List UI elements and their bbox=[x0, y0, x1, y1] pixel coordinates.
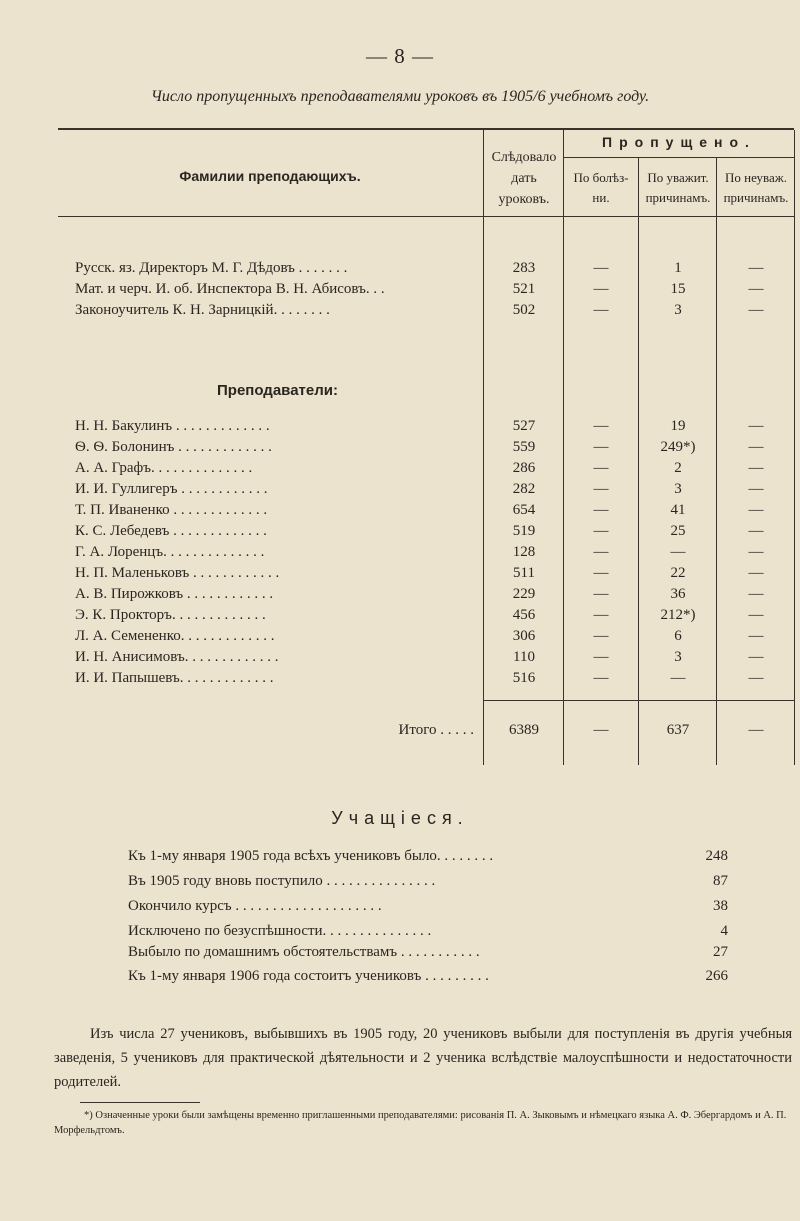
list-item bbox=[128, 968, 728, 992]
row-illness: — bbox=[593, 607, 609, 623]
row-invalid: — bbox=[748, 460, 764, 476]
row-invalid: — bbox=[748, 586, 764, 602]
student-stat-label: Окончило курсъ . . . . . . . . . . . . . . . . . . . . bbox=[128, 898, 382, 914]
row-due: 286 bbox=[512, 460, 536, 476]
table-row bbox=[0, 649, 800, 669]
missed-subheader-rule bbox=[563, 157, 794, 158]
header-valid-reasons: По уважит. причинамъ. bbox=[645, 170, 711, 205]
row-name: К. С. Лебедевъ . . . . . . . . . . . . . bbox=[75, 523, 267, 539]
row-due: 511 bbox=[513, 565, 535, 581]
row-illness: — bbox=[593, 670, 609, 686]
row-invalid: — bbox=[748, 628, 764, 644]
row-due: 516 bbox=[512, 670, 536, 686]
row-due: 527 bbox=[512, 418, 536, 434]
student-stat-value: 266 bbox=[705, 968, 728, 984]
row-illness: — bbox=[593, 523, 609, 539]
row-valid: 41 bbox=[670, 502, 686, 518]
row-due: 456 bbox=[512, 607, 536, 623]
table-row bbox=[0, 460, 800, 480]
header-invalid-reasons: По неуваж. причинамъ. bbox=[723, 170, 789, 205]
row-due: 654 bbox=[512, 502, 536, 518]
total-label: Итого . . . . . bbox=[398, 722, 474, 738]
list-item bbox=[128, 848, 728, 872]
student-stat-label: Къ 1-му января 1905 года всѣхъ учениковъ было. . . . . . . . bbox=[128, 848, 494, 864]
table-row bbox=[0, 586, 800, 606]
row-name: И. И. Гуллигеръ . . . . . . . . . . . . bbox=[75, 481, 268, 497]
row-illness: — bbox=[593, 586, 609, 602]
row-invalid: — bbox=[748, 544, 764, 560]
row-name: Русск. яз. Директоръ М. Г. Дѣдовъ . . . . . . . bbox=[75, 260, 348, 276]
row-name: А. А. Графъ. . . . . . . . . . . . . . bbox=[75, 460, 253, 476]
row-valid: 6 bbox=[674, 628, 682, 644]
row-illness: — bbox=[593, 628, 609, 644]
footnote-rule bbox=[80, 1102, 200, 1103]
table-row bbox=[0, 281, 800, 301]
list-item bbox=[128, 898, 728, 922]
row-valid: 25 bbox=[670, 523, 686, 539]
row-invalid: — bbox=[748, 523, 764, 539]
row-illness: — bbox=[593, 418, 609, 434]
row-illness: — bbox=[593, 460, 609, 476]
summary-paragraph: Изъ числа 27 учениковъ, выбывшихъ въ 1905 году, 20 учениковъ выбыли для поступленія въ другія учебныя заведенія, 5 учениковъ для практической дѣятельности и 2 ученика вслѣдствіе малоуспѣшности и недостаточности родителей. bbox=[54, 1026, 792, 1090]
row-valid: — bbox=[670, 544, 686, 560]
student-stat-label: Исключено по безуспѣшности. . . . . . . . . . . . . . . bbox=[128, 923, 432, 939]
student-stat-label: Выбыло по домашнимъ обстоятельствамъ . . . . . . . . . . . bbox=[128, 944, 480, 960]
row-invalid: — bbox=[748, 565, 764, 581]
header-teacher-names: Фамилии преподающихъ. bbox=[179, 168, 361, 184]
header-illness: По болѣз-ни. bbox=[573, 170, 629, 205]
table-row bbox=[0, 607, 800, 627]
row-valid: 3 bbox=[674, 481, 682, 497]
row-illness: — bbox=[593, 481, 609, 497]
table-row bbox=[0, 670, 800, 690]
row-illness: — bbox=[593, 502, 609, 518]
table-header-rule bbox=[58, 216, 794, 217]
teachers-section-label: Преподаватели: bbox=[217, 382, 338, 399]
row-due: 519 bbox=[512, 523, 536, 539]
table-row bbox=[0, 260, 800, 280]
student-stat-value: 38 bbox=[713, 898, 728, 914]
row-invalid: — bbox=[748, 418, 764, 434]
row-due: 559 bbox=[512, 439, 536, 455]
total-row bbox=[0, 722, 800, 742]
row-due: 306 bbox=[512, 628, 536, 644]
student-stat-value: 248 bbox=[705, 848, 728, 864]
row-invalid: — bbox=[748, 481, 764, 497]
table-row bbox=[0, 418, 800, 438]
row-valid: 22 bbox=[670, 565, 686, 581]
row-due: 229 bbox=[512, 586, 536, 602]
row-name: И. И. Папышевъ. . . . . . . . . . . . . bbox=[75, 670, 274, 686]
row-valid: 1 bbox=[674, 260, 682, 276]
table-caption: Число пропущенныхъ преподавателями уроковъ въ 1905/6 учебномъ году. bbox=[150, 88, 650, 105]
row-illness: — bbox=[593, 649, 609, 665]
row-invalid: — bbox=[748, 607, 764, 623]
row-invalid: — bbox=[748, 260, 764, 276]
table-row bbox=[0, 544, 800, 564]
table-row bbox=[0, 481, 800, 501]
row-illness: — bbox=[593, 439, 609, 455]
row-due: 110 bbox=[513, 649, 535, 665]
table-row bbox=[0, 565, 800, 585]
list-item bbox=[128, 944, 728, 968]
students-title: Учащiеся. bbox=[331, 808, 469, 828]
student-stat-value: 87 bbox=[713, 873, 728, 889]
page-number: — 8 — bbox=[366, 44, 434, 68]
row-valid: 249*) bbox=[660, 439, 696, 455]
row-name: Э. К. Прокторъ. . . . . . . . . . . . . bbox=[75, 607, 266, 623]
row-due: 283 bbox=[512, 260, 536, 276]
row-invalid: — bbox=[748, 439, 764, 455]
row-illness: — bbox=[593, 260, 609, 276]
row-due: 128 bbox=[512, 544, 536, 560]
table-row bbox=[0, 523, 800, 543]
row-valid: 15 bbox=[670, 281, 686, 297]
student-stat-label: Въ 1905 году вновь поступило . . . . . . . . . . . . . . . bbox=[128, 873, 436, 889]
row-illness: — bbox=[593, 281, 609, 297]
row-valid: 3 bbox=[674, 649, 682, 665]
total-valid: 637 bbox=[666, 722, 690, 738]
table-top-rule bbox=[58, 128, 794, 130]
student-stat-value: 4 bbox=[720, 923, 728, 939]
row-valid: 19 bbox=[670, 418, 686, 434]
total-invalid: — bbox=[748, 722, 764, 738]
row-name: Мат. и черч. И. об. Инспектора В. Н. Абисовъ. . . bbox=[75, 281, 385, 297]
row-due: 521 bbox=[512, 281, 536, 297]
table-row bbox=[0, 502, 800, 522]
table-row bbox=[0, 439, 800, 459]
row-name: Ѳ. Ѳ. Болонинъ . . . . . . . . . . . . . bbox=[75, 439, 272, 455]
row-name: Н. П. Маленьковъ . . . . . . . . . . . . bbox=[75, 565, 280, 581]
row-illness: — bbox=[593, 544, 609, 560]
row-name: Н. Н. Бакулинъ . . . . . . . . . . . . . bbox=[75, 418, 270, 434]
row-illness: — bbox=[593, 302, 609, 318]
row-name: Т. П. Иваненко . . . . . . . . . . . . . bbox=[75, 502, 268, 518]
row-name: А. В. Пирожковъ . . . . . . . . . . . . bbox=[75, 586, 274, 602]
row-due: 502 bbox=[512, 302, 536, 318]
student-stat-value: 27 bbox=[713, 944, 728, 960]
footnote: *) Означенные уроки были замѣщены временно приглашенными преподавателями: рисованія П. А. Зыковымъ и нѣмецкаго языка А. Ф. Эбергардомъ и А. П. Морфельдтомъ. bbox=[54, 1110, 787, 1136]
row-valid: 3 bbox=[674, 302, 682, 318]
table-row bbox=[0, 302, 800, 322]
row-name: Г. А. Лоренцъ. . . . . . . . . . . . . . bbox=[75, 544, 265, 560]
row-name: Л. А. Семененко. . . . . . . . . . . . . bbox=[75, 628, 275, 644]
row-invalid: — bbox=[748, 281, 764, 297]
row-valid: 36 bbox=[670, 586, 686, 602]
row-invalid: — bbox=[748, 302, 764, 318]
row-illness: — bbox=[593, 565, 609, 581]
header-missed: Пропущено. bbox=[602, 134, 756, 150]
row-valid: 2 bbox=[674, 460, 682, 476]
total-illness: — bbox=[593, 722, 609, 738]
row-invalid: — bbox=[748, 670, 764, 686]
row-valid: 212*) bbox=[660, 607, 696, 623]
list-item bbox=[128, 873, 728, 897]
row-invalid: — bbox=[748, 649, 764, 665]
row-valid: — bbox=[670, 670, 686, 686]
row-invalid: — bbox=[748, 502, 764, 518]
row-due: 282 bbox=[512, 481, 536, 497]
total-due: 6389 bbox=[509, 722, 539, 738]
header-lessons-due: Слѣдовало дать уроковъ. bbox=[491, 150, 557, 207]
table-row bbox=[0, 628, 800, 648]
row-name: Законоучитель К. Н. Зарницкій. . . . . . . . bbox=[75, 302, 330, 318]
student-stat-label: Къ 1-му января 1906 года состоитъ учениковъ . . . . . . . . . bbox=[128, 968, 489, 984]
row-name: И. Н. Анисимовъ. . . . . . . . . . . . . bbox=[75, 649, 279, 665]
